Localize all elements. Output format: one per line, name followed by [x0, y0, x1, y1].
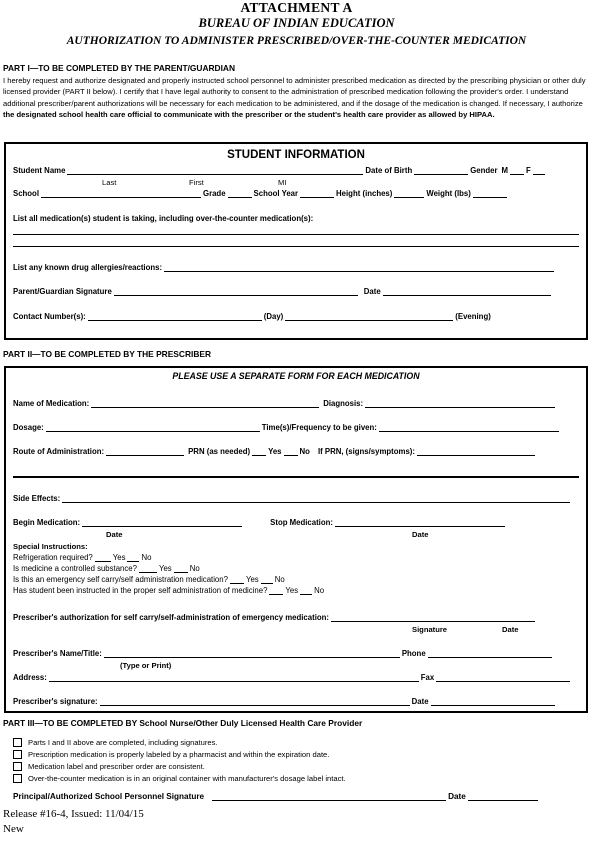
prn-yes-field[interactable]: [252, 448, 266, 456]
separate-form-banner: PLEASE USE A SEPARATE FORM FOR EACH MEDICATION: [172, 371, 420, 381]
instructed-yes-label: Yes: [285, 586, 299, 595]
release-info: Release #16-4, Issued: 11/04/15: [3, 808, 144, 820]
contact-evening-label: (Evening): [455, 312, 491, 321]
part1-intro-bold: the designated school health care official to communicate with the prescriber or the student's health care provider as allowed by HIPAA.: [3, 109, 495, 119]
controlled-label: Is medicine a controlled substance?: [13, 564, 137, 573]
part1-intro-text: I hereby request and authorize designated and properly instructed school personnel to administer prescribed medication as directed by the prescribing physician or other duly licensed provider (PART II below). I certify that I have legal authority to consent to the administration of prescribed medication following the provider's order. I understand additional prescriber/parent authorizations will be necessary for each medication to be administered, and if the dosage of the medication is changed. If necessary, I authorize: [3, 76, 586, 108]
stop-medication-field[interactable]: [335, 519, 505, 527]
check-parts-completed-label: Parts I and II above are completed, including signatures.: [28, 738, 218, 747]
grade-field[interactable]: [228, 190, 252, 198]
prn-symptoms-field[interactable]: [417, 448, 535, 456]
address-field[interactable]: [49, 674, 419, 682]
self-carry-auth-field[interactable]: [331, 614, 535, 622]
parent-signature-field[interactable]: [114, 288, 358, 296]
parent-signature-label: Parent/Guardian Signature: [13, 287, 112, 296]
principal-date-field[interactable]: [468, 793, 538, 801]
checkbox-properly-labeled[interactable]: [13, 750, 22, 759]
student-name-row: [13, 166, 547, 175]
checkbox-label-consistent[interactable]: [13, 762, 22, 771]
prescriber-name-field[interactable]: [104, 650, 400, 658]
student-name-label: Student Name: [13, 166, 66, 175]
release-status: New: [3, 823, 24, 835]
instructed-row: [13, 586, 324, 595]
address-label: Address:: [13, 673, 47, 682]
controlled-yes-field[interactable]: [139, 565, 157, 573]
weight-field[interactable]: [473, 190, 507, 198]
prescriber-box: [4, 366, 588, 713]
dob-label: Date of Birth: [365, 166, 413, 175]
refrigeration-yes-label: Yes: [112, 553, 126, 562]
prescriber-signature-label: Prescriber's signature:: [13, 697, 98, 706]
emergency-no-label: No: [274, 575, 285, 584]
first-caption: First: [189, 178, 204, 187]
phone-label: Phone: [401, 649, 426, 658]
gender-f-field[interactable]: [533, 167, 545, 175]
prn-yes-label: Yes: [268, 447, 282, 456]
address-row: [13, 673, 572, 682]
principal-signature-label: Principal/Authorized School Personnel Signature: [13, 792, 205, 801]
check-parts-completed[interactable]: [13, 738, 218, 747]
prescriber-signature-row: [13, 697, 557, 706]
medication-name-field[interactable]: [91, 400, 319, 408]
route-field[interactable]: [106, 448, 184, 456]
grade-label: Grade: [203, 189, 226, 198]
parent-date-field[interactable]: [383, 288, 551, 296]
check-label-consistent-label: Medication label and prescriber order are consistent.: [28, 762, 205, 771]
emergency-row: [13, 575, 285, 584]
dosage-label: Dosage:: [13, 423, 44, 432]
refrigeration-row: [13, 553, 151, 562]
allergies-label: List any known drug allergies/reactions:: [13, 263, 163, 272]
prn-symptoms-label: If PRN, (signs/symptoms):: [317, 447, 415, 456]
phone-field[interactable]: [428, 650, 552, 658]
refrigeration-no-label: No: [141, 553, 152, 562]
principal-signature-row: [13, 792, 540, 801]
school-year-label: School Year: [253, 189, 299, 198]
emergency-no-field[interactable]: [261, 576, 273, 584]
contact-day-field[interactable]: [88, 313, 262, 321]
gender-m-label: M: [501, 166, 509, 175]
route-row: [13, 447, 537, 456]
part2-heading: PART II—TO BE COMPLETED BY THE PRESCRIBER: [3, 349, 211, 359]
controlled-yes-label: Yes: [158, 564, 172, 573]
gender-f-label: F: [526, 166, 531, 175]
fax-label: Fax: [420, 673, 435, 682]
principal-signature-field[interactable]: [212, 793, 446, 801]
route-extra-line[interactable]: [13, 476, 579, 478]
prescriber-name-label: Prescriber's Name/Title:: [13, 649, 102, 658]
prn-no-label: No: [299, 447, 310, 456]
side-effects-row: [13, 494, 572, 503]
diagnosis-label: Diagnosis:: [323, 399, 364, 408]
instructed-label: Has student been instructed in the proper self administration of medicine?: [13, 586, 268, 595]
meds-list-row: [13, 214, 313, 223]
side-effects-label: Side Effects:: [13, 494, 61, 503]
diagnosis-field[interactable]: [365, 400, 555, 408]
meds-list-line-2[interactable]: [13, 246, 579, 247]
emergency-yes-field[interactable]: [230, 576, 244, 584]
contact-day-label: (Day): [263, 312, 284, 321]
refrigeration-no-field[interactable]: [127, 554, 139, 562]
student-info-title: STUDENT INFORMATION: [227, 149, 365, 161]
side-effects-field[interactable]: [62, 495, 570, 503]
student-name-field[interactable]: [67, 167, 363, 175]
contact-label: Contact Number(s):: [13, 312, 86, 321]
school-label: School: [13, 189, 39, 198]
parent-date-label: Date: [363, 287, 381, 296]
frequency-label: Time(s)/Frequency to be given:: [261, 423, 377, 432]
instructed-no-label: No: [314, 586, 325, 595]
self-carry-auth-row: [13, 613, 537, 622]
check-otc-container-label: Over-the-counter medication is in an original container with manufacturer's dosage label intact.: [28, 774, 346, 783]
student-information-box: [4, 142, 588, 340]
controlled-no-field[interactable]: [174, 565, 188, 573]
self-carry-auth-label: Prescriber's authorization for self carry/self-administration of emergency medication:: [13, 613, 329, 622]
contact-row: [13, 312, 491, 321]
school-year-field[interactable]: [300, 190, 334, 198]
bureau-title: BUREAU OF INDIAN EDUCATION: [198, 16, 395, 30]
begin-stop-row: [13, 518, 507, 527]
emergency-label: Is this an emergency self carry/self administration medication?: [13, 575, 228, 584]
self-carry-signature-caption: Signature: [412, 625, 448, 634]
check-otc-container[interactable]: [13, 774, 346, 783]
parent-signature-row: [13, 287, 553, 296]
self-carry-date-caption: Date: [502, 625, 519, 634]
part1-intro: [3, 75, 591, 120]
refrigeration-label: Refrigeration required?: [13, 553, 93, 562]
begin-medication-label: Begin Medication:: [13, 518, 81, 527]
check-properly-labeled[interactable]: [13, 750, 329, 759]
checkbox-parts-completed[interactable]: [13, 738, 22, 747]
part3-heading: PART III—TO BE COMPLETED BY School Nurse/Other Duly Licensed Health Care Provider: [3, 718, 363, 728]
stop-medication-label: Stop Medication:: [270, 518, 333, 527]
allergies-field[interactable]: [164, 264, 554, 272]
instructed-yes-field[interactable]: [269, 587, 283, 595]
prescriber-date-field[interactable]: [431, 698, 555, 706]
form-title: AUTHORIZATION TO ADMINISTER PRESCRIBED/OVER-THE-COUNTER MEDICATION: [66, 35, 527, 47]
medication-name-row: [13, 399, 557, 408]
attachment-title: ATTACHMENT A: [240, 0, 353, 15]
prescriber-signature-field[interactable]: [100, 698, 410, 706]
controlled-no-label: No: [189, 564, 200, 573]
stop-date-caption: Date: [412, 530, 429, 539]
gender-m-field[interactable]: [510, 167, 524, 175]
last-caption: Last: [102, 178, 117, 187]
school-row: [13, 189, 509, 198]
mi-caption: MI: [278, 178, 287, 187]
controlled-row: [13, 564, 200, 573]
dosage-field[interactable]: [46, 424, 260, 432]
frequency-field[interactable]: [379, 424, 559, 432]
checkbox-otc-container[interactable]: [13, 774, 22, 783]
prn-label: PRN (as needed): [188, 447, 251, 456]
gender-label: Gender: [470, 166, 498, 175]
school-field[interactable]: [41, 190, 201, 198]
prescriber-name-row: [13, 649, 554, 658]
begin-date-caption: Date: [106, 530, 123, 539]
height-field[interactable]: [394, 190, 424, 198]
part1-heading: PART I—TO BE COMPLETED BY THE PARENT/GUARDIAN: [3, 63, 236, 73]
height-label: Height (inches): [336, 189, 393, 198]
fax-field[interactable]: [436, 674, 570, 682]
weight-label: Weight (lbs): [426, 189, 471, 198]
begin-medication-field[interactable]: [82, 519, 242, 527]
medication-name-label: Name of Medication:: [13, 399, 90, 408]
dob-field[interactable]: [414, 167, 468, 175]
route-label: Route of Administration:: [13, 447, 105, 456]
contact-evening-field[interactable]: [285, 313, 453, 321]
check-properly-labeled-label: Prescription medication is properly labeled by a pharmacist and within the expiration date.: [28, 750, 330, 759]
prn-no-field[interactable]: [284, 448, 298, 456]
principal-date-label: Date: [448, 792, 466, 801]
check-label-consistent[interactable]: [13, 762, 205, 771]
meds-list-line-1[interactable]: [13, 234, 579, 235]
dosage-row: [13, 423, 561, 432]
meds-list-label: List all medication(s) student is taking, including over-the-counter medication(s):: [13, 214, 314, 223]
special-instructions-label: Special Instructions:: [13, 542, 88, 551]
instructed-no-field[interactable]: [300, 587, 312, 595]
type-print-caption: (Type or Print): [120, 661, 172, 670]
prescriber-date-label: Date: [411, 697, 429, 706]
refrigeration-yes-field[interactable]: [95, 554, 111, 562]
emergency-yes-label: Yes: [245, 575, 259, 584]
allergies-row: [13, 263, 556, 272]
